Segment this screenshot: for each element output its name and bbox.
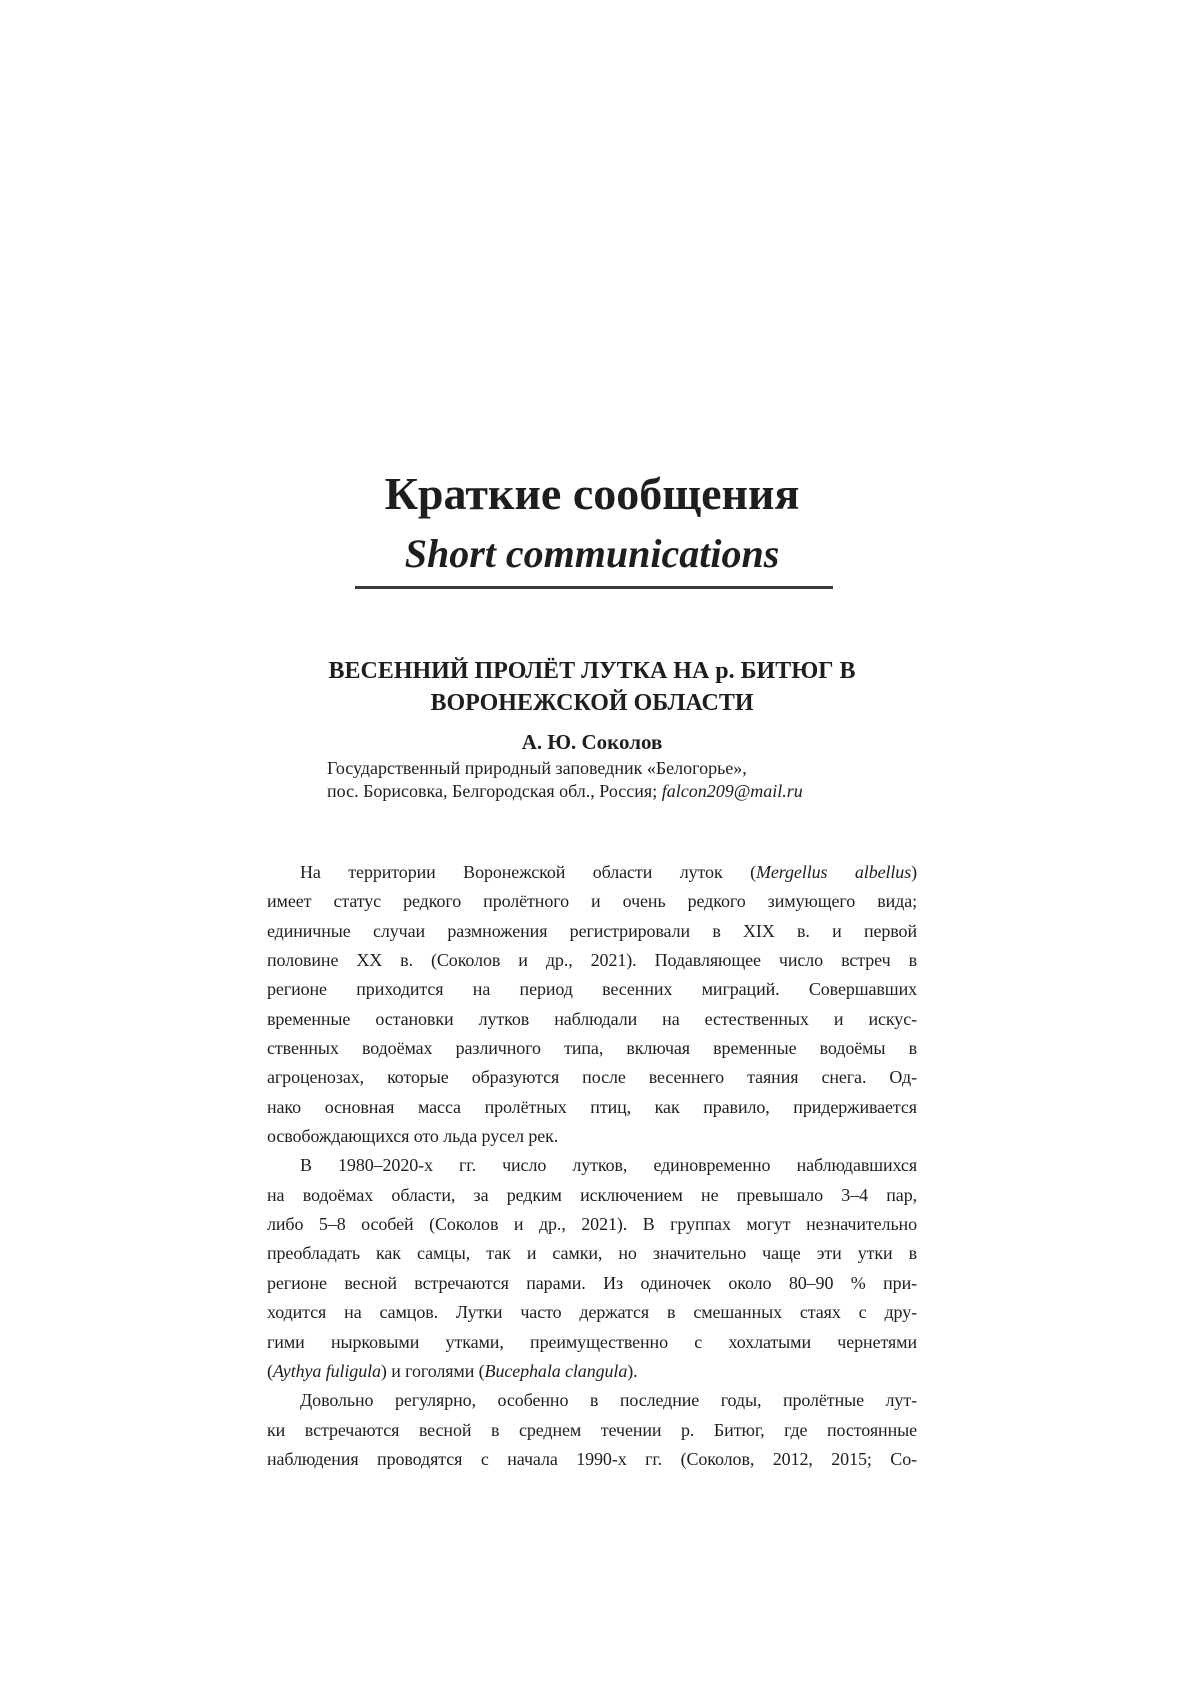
paragraph [267,858,917,1151]
text-line: ВОРОНЕЖСКОЙ ОБЛАСТИ [430,690,754,716]
text-line: Государственный природный заповедник «Белогорье», [327,758,747,778]
paragraph [267,1386,917,1474]
body-text-line: В 1980–2020-х гг. число лутков, единовременно наблюдавшихся [300,1155,917,1176]
article-affiliation [327,757,917,802]
body-text-line: временные остановки лутков наблюдали на естественных и искус- [267,1008,917,1029]
body-text-line: половине XX в. (Соколов и др., 2021). Подавляющее число встреч в [267,950,917,971]
body-text-line: ки встречаются весной в среднем течении р. Битюг, где постоянные [267,1419,917,1440]
body-text-line: агроценозах, которые образуются после весеннего таяния снега. Од- [267,1067,917,1088]
body-text-line: наблюдения проводятся с начала 1990-х гг. (Соколов, 2012, 2015; Со- [267,1448,917,1469]
body-text-line: регионе весной встречаются парами. Из одиночек около 80–90 % при- [267,1272,917,1293]
paragraph [267,1151,917,1386]
body-text-line: либо 5–8 особей (Соколов и др., 2021). В группах могут незначительно [267,1214,917,1235]
body-text-line: преобладать как самцы, так и самки, но значительно чаще эти утки в [267,1243,917,1264]
body-text-line: На территории Воронежской области луток (Mergellus albellus) [300,862,917,882]
body-text-line: ственных водоёмах различного типа, включая временные водоёмы в [267,1038,917,1059]
body-text-line: Довольно регулярно, особенно в последние годы, пролётные лут- [300,1390,917,1411]
section-heading-russian: Краткие сообщения [384,468,800,519]
body-text-line: регионе приходится на период весенних миграций. Совершавших [267,979,917,1000]
heading-divider-rule [355,586,833,589]
body-text-line: (Aythya fuligula) и гоголями (Bucephala clangula). [267,1360,638,1381]
body-text-line: ходится на самцов. Лутки часто держатся в смешанных стаях с дру- [267,1302,917,1323]
article-title [267,655,917,719]
article-author: А. Ю. Соколов [521,730,663,754]
section-heading-english: Short communications [404,531,780,576]
body-text-line: освобождающихся ото льда русел рек. [267,1126,559,1147]
body-text-line: единичные случаи размножения регистрировали в XIX в. и первой [267,920,917,941]
body-text-line: нако основная масса пролётных птиц, как правило, придерживается [267,1096,917,1117]
text-line: ВЕСЕННИЙ ПРОЛЁТ ЛУТКА НА р. БИТЮГ В [328,658,856,684]
article-body [267,858,917,1474]
text-line: пос. Борисовка, Белгородская обл., Россия; falcon209@mail.ru [327,780,803,801]
body-text-line: на водоёмах области, за редким исключением не превышало 3–4 пар, [267,1184,917,1205]
body-text-line: гими нырковыми утками, преимущественно с хохлатыми чернетями [267,1331,917,1352]
body-text-line: имеет статус редкого пролётного и очень редкого зимующего вида; [267,891,917,912]
